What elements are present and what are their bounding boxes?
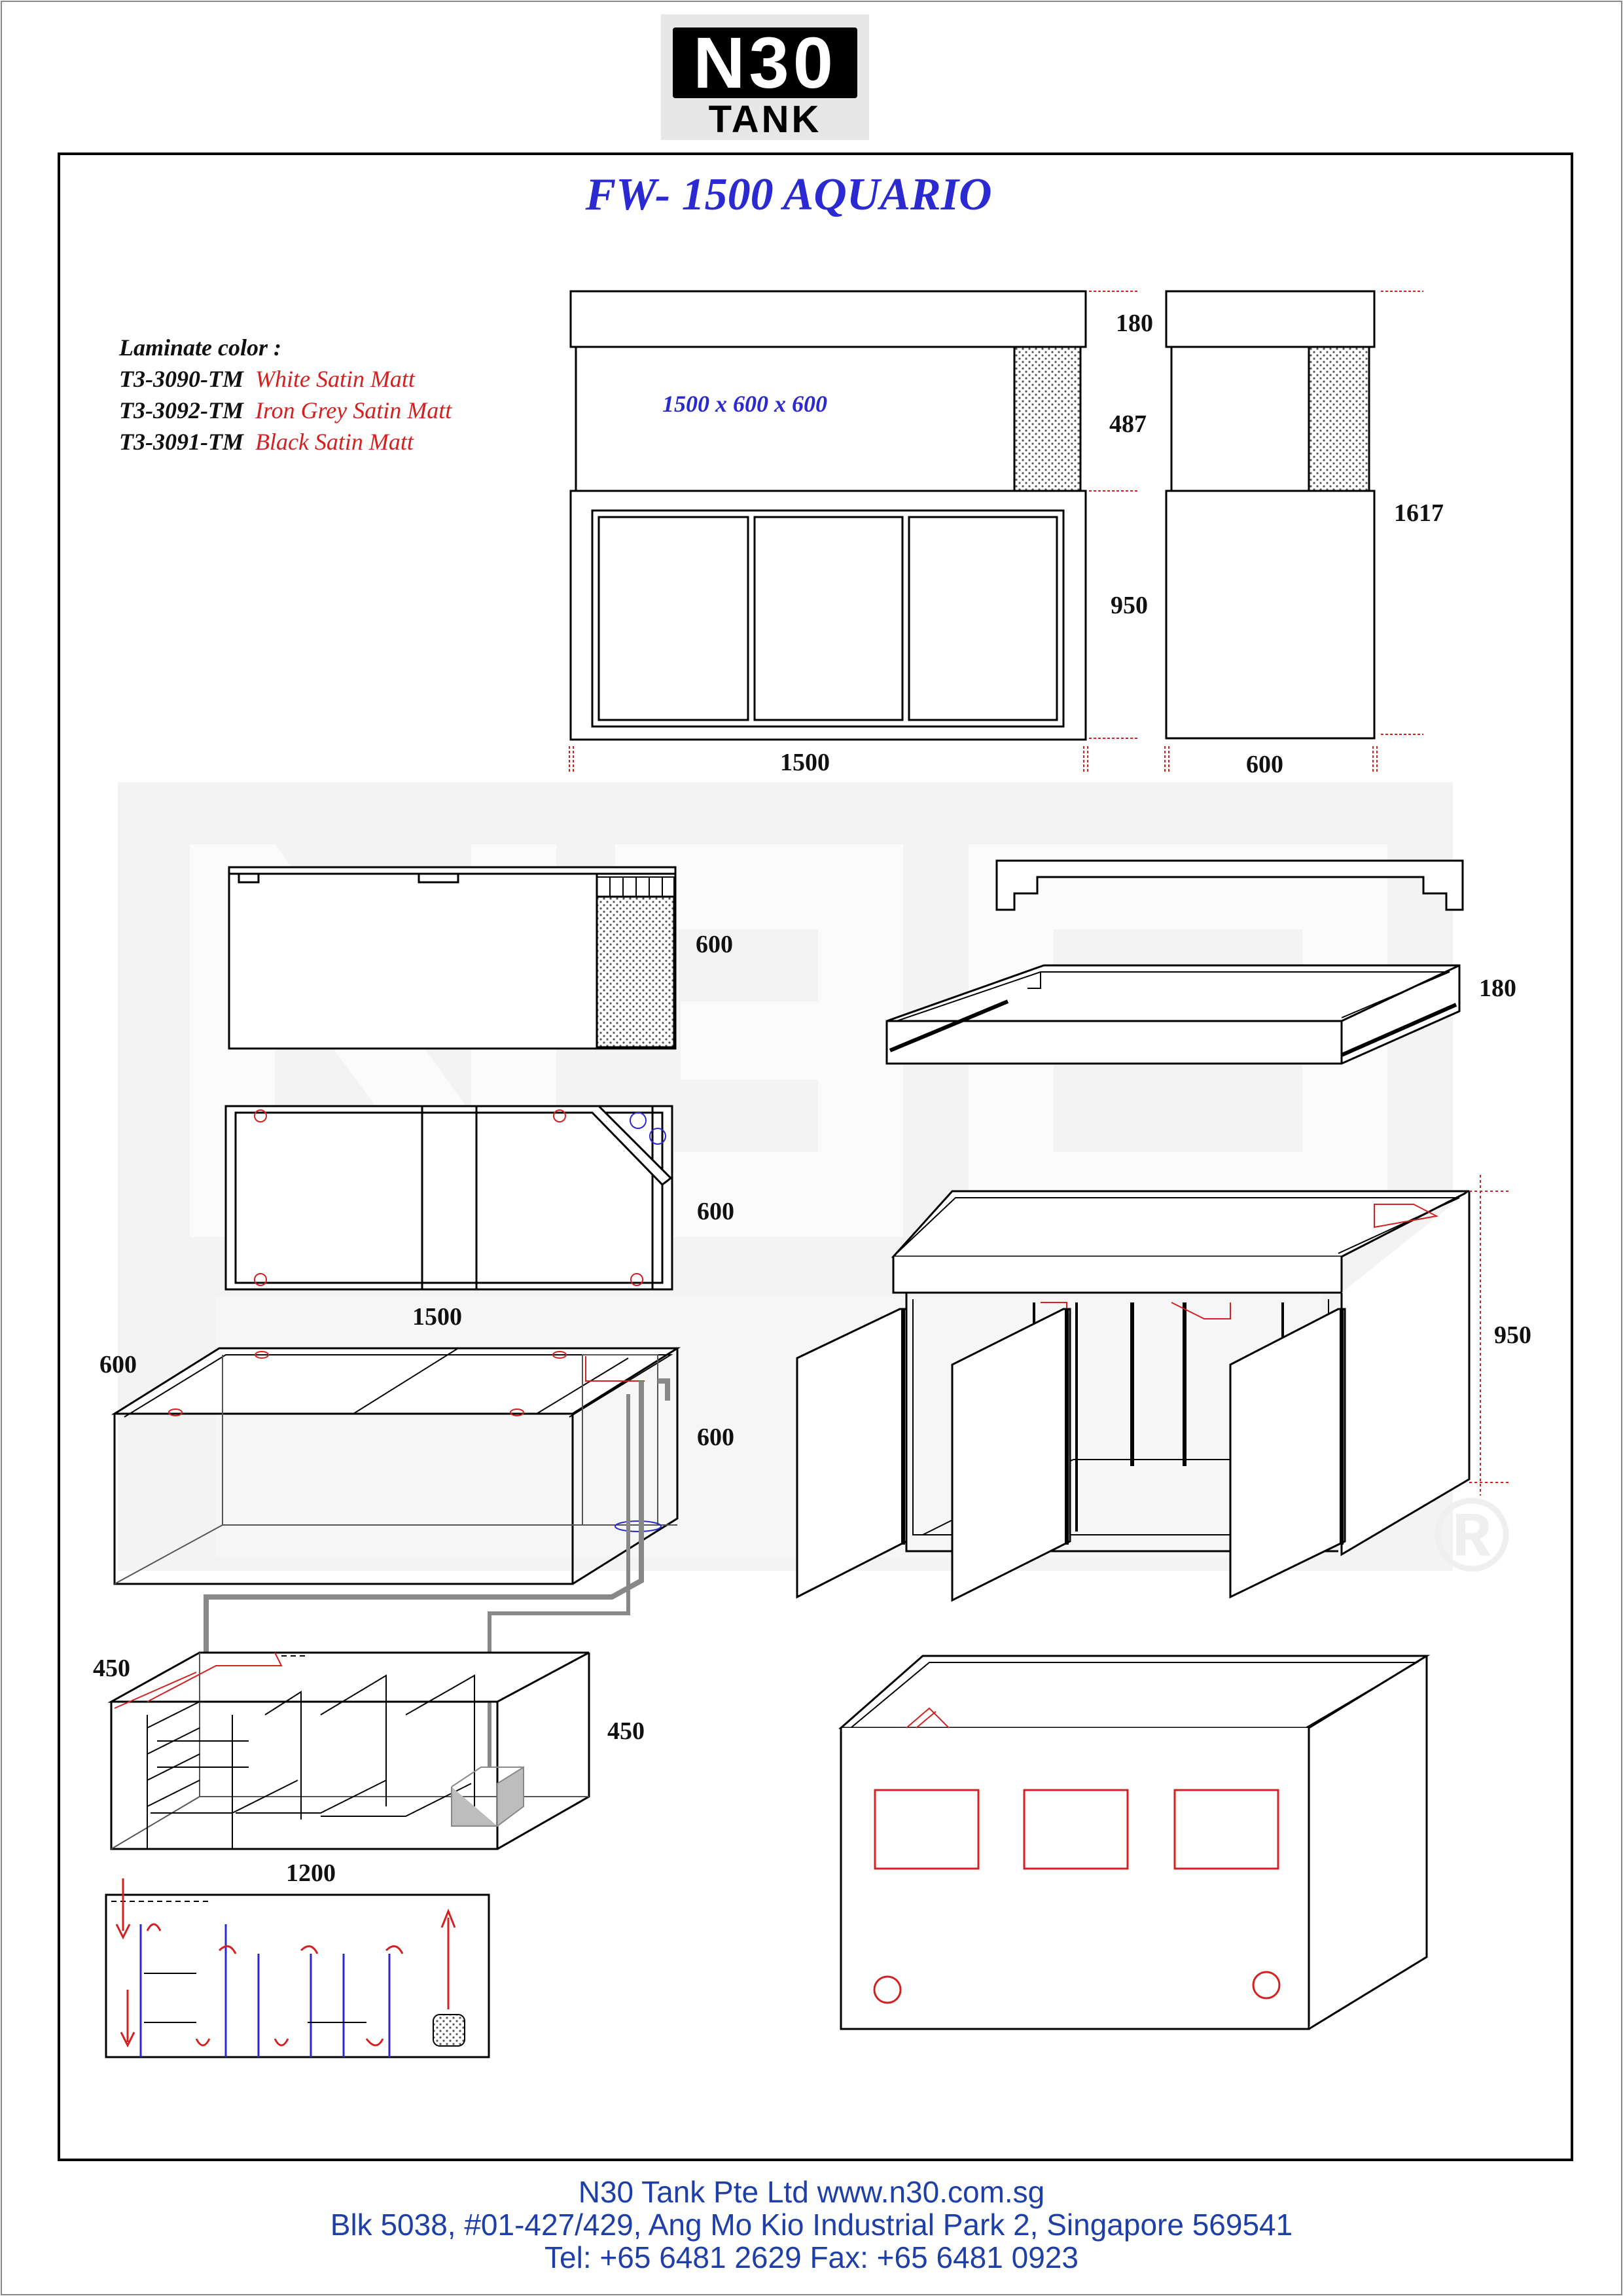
dim-sump-depth: 450 bbox=[93, 1655, 130, 1682]
logo-tank: TANK bbox=[708, 98, 822, 141]
footer-contact: Tel: +65 6481 2629 Fax: +65 6481 0923 bbox=[544, 2240, 1079, 2274]
stand-back-iso-view bbox=[841, 1656, 1427, 2029]
dim-tank-base-depth: 600 bbox=[697, 1198, 734, 1225]
laminate-code: T3-3090-TM bbox=[119, 366, 243, 392]
laminate-code: T3-3092-TM bbox=[119, 397, 243, 423]
dim-tank-height: 487 bbox=[1109, 410, 1147, 438]
logo-n30: N30 bbox=[693, 23, 837, 103]
sump-flow-diagram bbox=[106, 1878, 489, 2057]
tank-top-view bbox=[229, 867, 675, 1049]
tank-base-view bbox=[226, 1106, 672, 1289]
dim-sump-length: 1200 bbox=[286, 1859, 336, 1887]
footer-company: N30 Tank Pte Ltd www.n30.com.sg bbox=[578, 2175, 1045, 2209]
dim-sump-height: 450 bbox=[607, 1717, 645, 1745]
dim-cabinet-iso-height: 950 bbox=[1494, 1321, 1531, 1349]
svg-text:®: ® bbox=[1433, 1476, 1510, 1593]
laminate-name: Iron Grey Satin Matt bbox=[255, 397, 452, 423]
laminate-heading-text: Laminate color : bbox=[119, 334, 281, 361]
laminate-code: T3-3091-TM bbox=[119, 429, 243, 455]
laminate-name: Black Satin Matt bbox=[255, 429, 414, 455]
laminate-option bbox=[119, 365, 415, 393]
dim-canopy-iso-height: 180 bbox=[1479, 975, 1516, 1002]
dim-total-height: 1617 bbox=[1394, 499, 1444, 527]
tank-size-label: 1500 x 600 x 600 bbox=[662, 391, 827, 417]
dim-cabinet-height: 950 bbox=[1111, 592, 1148, 619]
laminate-option bbox=[119, 397, 452, 424]
dim-length: 1500 bbox=[780, 749, 830, 776]
laminate-name: White Satin Matt bbox=[255, 366, 415, 392]
dim-tank-base-length: 1500 bbox=[412, 1303, 462, 1331]
dim-tank-top-depth: 600 bbox=[696, 931, 733, 958]
dim-tank-iso-height: 600 bbox=[697, 1424, 734, 1451]
drawing-title: FW- 1500 AQUARIO bbox=[585, 170, 992, 220]
laminate-option bbox=[119, 428, 414, 456]
laminate-heading bbox=[119, 334, 281, 361]
company-logo bbox=[661, 14, 869, 140]
footer-address: Blk 5038, #01-427/429, Ang Mo Kio Industrial Park 2, Singapore 569541 bbox=[330, 2208, 1293, 2242]
dim-canopy-height: 180 bbox=[1116, 310, 1153, 337]
side-elevation bbox=[1165, 291, 1423, 772]
front-elevation bbox=[569, 291, 1139, 772]
dim-tank-iso-depth: 600 bbox=[99, 1351, 137, 1378]
sump-iso-view bbox=[111, 1653, 589, 1849]
dim-depth: 600 bbox=[1246, 751, 1283, 778]
